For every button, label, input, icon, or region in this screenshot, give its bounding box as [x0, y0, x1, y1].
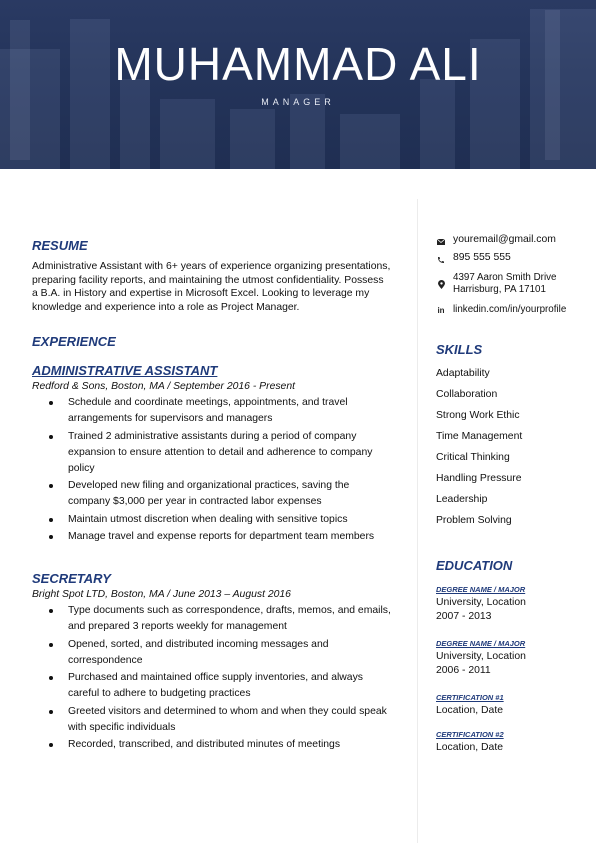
job-bullet-text: Type documents such as correspondence, drafts, memos, and emails, and prepared 3 reports weekly for management — [68, 605, 391, 632]
phone-icon — [436, 255, 446, 265]
bullet-icon — [49, 518, 53, 522]
degree-school: University, Location — [436, 597, 526, 608]
sidebar-column — [436, 234, 586, 755]
job-bullet — [32, 670, 392, 702]
skill-item: Time Management — [436, 431, 523, 442]
skill-item: Adaptability — [436, 368, 490, 379]
certification-label: CERTIFICATION #2 — [436, 730, 504, 739]
column-divider — [417, 199, 418, 843]
certification-details: Location, Date — [436, 742, 504, 753]
skill-item: Handling Pressure — [436, 473, 522, 484]
job-title: ADMINISTRATIVE ASSISTANT — [32, 363, 218, 378]
skill-item: Strong Work Ethic — [436, 410, 520, 421]
education-entry — [436, 639, 586, 678]
job-bullet — [32, 529, 392, 545]
job-bullet-text: Opened, sorted, and distributed incoming messages and correspondence — [68, 638, 329, 666]
phone-text: 895 555 555 — [453, 252, 511, 263]
contact-linkedin-row — [436, 304, 586, 318]
envelope-icon — [436, 237, 446, 247]
certification-label: CERTIFICATION #1 — [436, 693, 504, 702]
job-bullet — [32, 429, 392, 477]
bullet-icon — [49, 609, 53, 613]
skill-item: Collaboration — [436, 389, 498, 400]
skills-list — [436, 367, 586, 535]
degree-school: University, Location — [436, 651, 526, 662]
certification-entry — [436, 730, 586, 755]
bullet-icon — [49, 401, 53, 405]
job-bullet-text: Manage travel and expense reports for department team members — [68, 531, 375, 542]
experience-heading: EXPERIENCE — [32, 334, 116, 349]
candidate-name: MUHAMMAD ALI — [114, 38, 482, 90]
resume-heading: RESUME — [32, 238, 88, 253]
skills-heading: SKILLS — [436, 342, 483, 357]
skill-item: Problem Solving — [436, 515, 512, 526]
degree-dates: 2006 - 2011 — [436, 665, 491, 676]
job-bullet — [32, 704, 392, 736]
linkedin-text[interactable]: linkedin.com/in/yourprofile — [453, 304, 567, 315]
contact-address-row — [436, 272, 586, 304]
job-bullet-text: Purchased and maintained office supply inventories, and always careful to adhere to budgeting practices — [68, 672, 363, 699]
address-line-1: 4397 Aaron Smith Drive — [453, 272, 557, 283]
job-meta: Redford & Sons, Boston, MA / September 2016 - Present — [32, 381, 295, 392]
contact-phone-row — [436, 252, 586, 272]
job-bullet — [32, 395, 392, 427]
certification-entry — [436, 693, 586, 718]
bullet-icon — [49, 535, 53, 539]
contact-email-row — [436, 234, 586, 252]
degree-label: DEGREE NAME / MAJOR — [436, 585, 526, 594]
bullet-icon — [49, 484, 53, 488]
bullet-icon — [49, 710, 53, 714]
job-bullet — [32, 737, 392, 753]
contact-block — [436, 234, 586, 318]
job-bullet-text: Recorded, transcribed, and distributed minutes of meetings — [68, 739, 341, 750]
skill-item: Leadership — [436, 494, 488, 505]
header-banner — [0, 0, 596, 169]
email-text: youremail@gmail.com — [453, 234, 556, 245]
address-line-2: Harrisburg, PA 17101 — [453, 284, 546, 295]
job-bullet-text: Greeted visitors and determined to whom and when they could speak with specific individuals — [68, 705, 387, 733]
candidate-job-title: MANAGER — [261, 97, 335, 107]
degree-label: DEGREE NAME / MAJOR — [436, 639, 526, 648]
job-bullet-list — [32, 603, 392, 753]
education-entry — [436, 585, 586, 624]
certification-details: Location, Date — [436, 705, 504, 716]
summary-text: Administrative Assistant with 6+ years of experience organizing presentations, preparing facility reports, and maintaining the utmost confidentiality. Possess a B.A. in History and expertise in Microsoft Excel. Looking to leverage my knowledge and experience into a role as Project Manager. — [32, 261, 391, 313]
job-title: SECRETARY — [32, 571, 111, 586]
skill-item: Critical Thinking — [436, 452, 510, 463]
bullet-icon — [49, 435, 53, 439]
location-pin-icon — [436, 279, 446, 289]
job-bullet-list — [32, 395, 392, 545]
bullet-icon — [49, 676, 53, 680]
job-bullet-text: Trained 2 administrative assistants during a period of company expansion to ensure attention to detail and adherence to company policy — [68, 430, 373, 474]
job-bullet — [32, 478, 392, 510]
job-meta: Bright Spot LTD, Boston, MA / June 2013 – August 2016 — [32, 589, 291, 600]
bullet-icon — [49, 643, 53, 647]
job-bullet — [32, 603, 392, 635]
main-column — [32, 238, 392, 755]
job-bullet-text: Developed new filing and organizational practices, saving the company $3,000 per year in contracted labor expenses — [68, 480, 350, 507]
job-bullet-text: Schedule and coordinate meetings, appointments, and travel arrangements for supervisors and managers — [68, 397, 348, 424]
job-bullet — [32, 512, 392, 528]
bullet-icon — [49, 743, 53, 747]
degree-dates: 2007 - 2013 — [436, 611, 492, 622]
linkedin-icon: in — [437, 305, 445, 315]
job-bullet — [32, 637, 392, 669]
job-bullet-text: Maintain utmost discretion when dealing with sensitive topics — [68, 513, 348, 525]
education-heading: EDUCATION — [436, 558, 513, 573]
